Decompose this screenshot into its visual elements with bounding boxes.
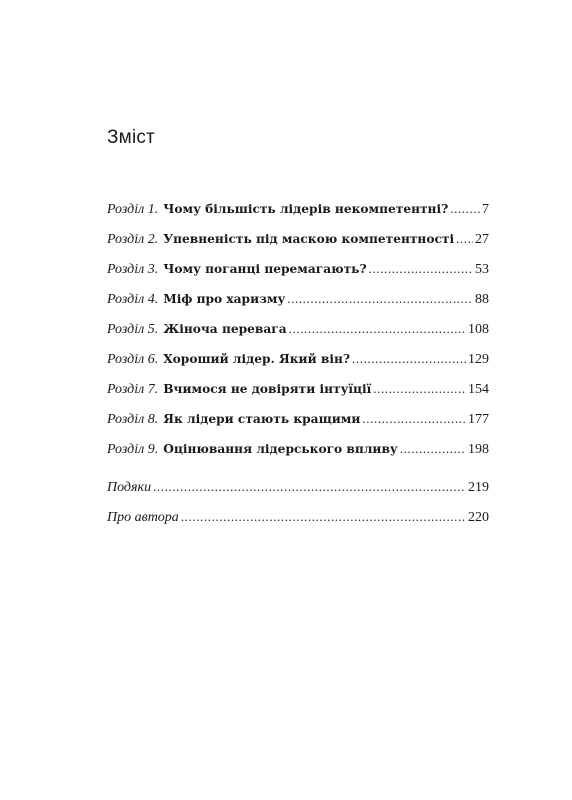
toc-entry-acknowledgements[interactable] [107, 479, 489, 509]
page-number: 53 [475, 262, 489, 277]
chapter-number: Розділ 7. [107, 382, 159, 397]
toc-entry-chapter-5[interactable] [107, 321, 489, 351]
chapter-title: Упевненість під маскою компетентності [163, 232, 455, 246]
page-number: 129 [468, 352, 489, 367]
chapter-title: Вчимося не довіряти інтуїції [163, 382, 372, 396]
dot-leader [373, 381, 466, 397]
page-number: 88 [475, 292, 489, 307]
chapter-number: Розділ 8. [107, 412, 159, 427]
chapter-number: Розділ 1. [107, 202, 159, 217]
dot-leader [289, 321, 466, 337]
toc-entry-chapter-7[interactable] [107, 381, 489, 411]
dot-leader [352, 351, 466, 367]
section-divider-space [107, 471, 489, 479]
dot-leader [287, 291, 473, 307]
entry-title: Про автора [107, 510, 179, 525]
chapter-title: Жіноча перевага [163, 322, 287, 336]
dot-leader [400, 441, 466, 457]
chapter-number: Розділ 5. [107, 322, 159, 337]
chapter-number: Розділ 2. [107, 232, 159, 247]
dot-leader [153, 479, 466, 495]
chapter-number: Розділ 4. [107, 292, 159, 307]
chapter-number: Розділ 3. [107, 262, 159, 277]
page-number: 108 [468, 322, 489, 337]
toc-entry-about-author[interactable] [107, 509, 489, 539]
chapter-title: Чому поганці перемагають? [163, 262, 367, 276]
page-number: 7 [482, 202, 489, 217]
entry-title: Подяки [107, 480, 152, 495]
toc-entry-chapter-4[interactable] [107, 291, 489, 321]
chapter-number: Розділ 6. [107, 352, 159, 367]
chapter-title: Хороший лідер. Який він? [163, 352, 351, 366]
toc-entry-chapter-6[interactable] [107, 351, 489, 381]
toc-entry-chapter-8[interactable] [107, 411, 489, 441]
toc-entry-chapter-1[interactable] [107, 201, 489, 231]
page-number: 154 [468, 382, 489, 397]
toc-entry-chapter-2[interactable] [107, 231, 489, 261]
page-number: 219 [468, 480, 489, 495]
dot-leader [181, 509, 466, 525]
page-number: 177 [468, 412, 489, 427]
page-number: 198 [468, 442, 489, 457]
chapter-number: Розділ 9. [107, 442, 159, 457]
chapter-title: Чому більшість лідерів некомпетентні? [163, 202, 449, 216]
dot-leader [456, 231, 473, 247]
page-title: Зміст [107, 127, 155, 148]
chapter-title: Оцінювання лідерського впливу [163, 442, 398, 456]
page-number: 27 [475, 232, 489, 247]
toc-entry-chapter-9[interactable] [107, 441, 489, 471]
chapter-title: Як лідери стають кращими [163, 412, 361, 426]
dot-leader [450, 201, 480, 217]
chapter-title: Міф про харизму [163, 292, 286, 306]
dot-leader [369, 261, 473, 277]
page-number: 220 [468, 510, 489, 525]
table-of-contents [107, 201, 489, 539]
toc-entry-chapter-3[interactable] [107, 261, 489, 291]
dot-leader [362, 411, 466, 427]
